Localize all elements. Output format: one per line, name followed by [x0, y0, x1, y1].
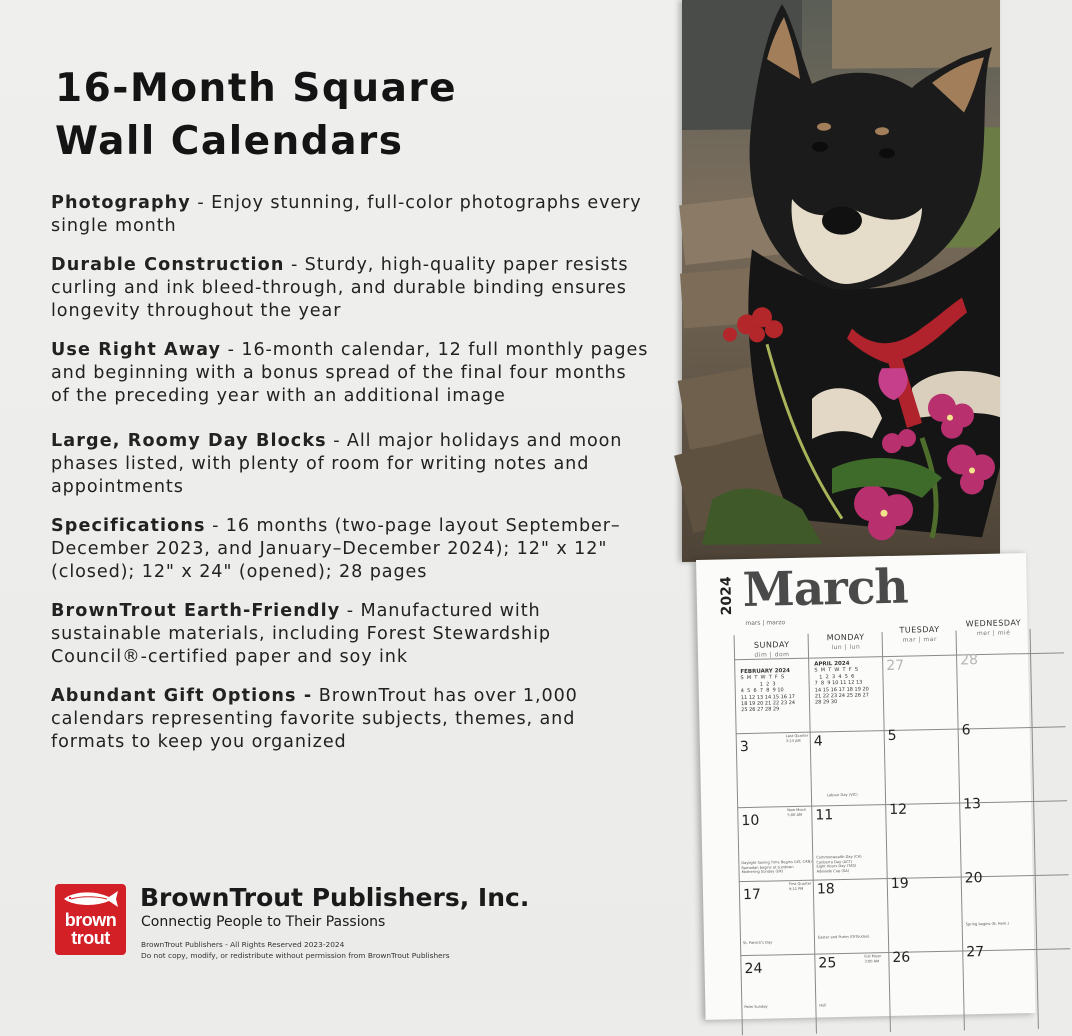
feature-title: BrownTrout Earth-Friendly	[51, 601, 341, 621]
holiday-note: Full Moon 3:00 AM	[864, 954, 882, 964]
feature-text: - Sturdy, high-quality paper resists curling and ink bleed-through, and durable binding ensures longevity throughout the year	[51, 255, 629, 321]
day-sub: lun | lun	[831, 643, 861, 652]
rights-notice	[141, 939, 450, 961]
calendar-year: 2024	[718, 576, 736, 616]
feature-title: Photography	[51, 193, 191, 213]
holiday-note: Spring begins (N. Hem.)	[965, 921, 1009, 927]
mini-calendar-title: APRIL 2024	[814, 660, 850, 668]
date-cell: 4	[813, 733, 823, 750]
holiday-note: Last Quarter 3:23 AM	[785, 733, 809, 743]
feature-gift-options	[51, 685, 651, 754]
holiday-note: St. Patrick's Day	[742, 940, 773, 946]
date-cell: 20	[964, 870, 983, 887]
date-cell: 27	[886, 657, 905, 675]
logo-text-trout: trout	[71, 928, 110, 948]
day-sub: mar | mar	[902, 635, 937, 644]
day-name: TUESDAY	[899, 624, 940, 635]
date-cell: 5	[887, 727, 897, 745]
feature-earth-friendly	[51, 600, 651, 669]
feature-text: - Enjoy stunning, full-color photographs every single month	[51, 193, 642, 236]
date-cell: 6	[961, 722, 971, 739]
holiday-note: Daylight Saving Time Begins (US, CAN) Ramadan begins at sundown Mothering Sunday (UK)	[741, 859, 812, 875]
publisher-name: BrownTrout Publishers, Inc.	[140, 883, 530, 912]
calendar-month-translations: mars | marzo	[745, 619, 786, 627]
feature-text: - 16-month calendar, 12 full monthly pages and beginning with a bonus spread of the final four months of the preceding year with an additional image	[51, 340, 649, 406]
day-name: WEDNESDAY	[965, 618, 1022, 629]
date-cell: 17	[742, 886, 762, 904]
feature-title: Durable Construction	[51, 255, 285, 275]
mini-calendar-dates: 1 2 3 4 5 6 7 8 9 10 11 12 13 14 15 16 17 18 19 20 21 22 23 24 25 26 27 28 29	[740, 681, 796, 714]
mini-calendar-dates: 1 2 3 4 5 6 7 8 9 10 11 12 13 14 15 16 17 18 19 20 21 22 23 24 25 26 27 28 29 30	[814, 673, 870, 706]
mini-calendar-title: FEBRUARY 2024	[740, 668, 791, 676]
holiday-note: First Quarter 9:11 PM	[788, 881, 812, 891]
holiday-note: Commonwealth Day (CA) Canberra Day (ACT) Eight Hours Day (TAS) Adelaide Cup (SA)	[816, 854, 862, 874]
title-line-2: Wall Calendars	[55, 119, 404, 164]
feature-title: Use Right Away	[51, 340, 222, 360]
calendar-page	[696, 553, 1036, 1020]
date-cell: 26	[892, 949, 911, 966]
date-cell: 13	[963, 796, 982, 813]
date-cell: 24	[744, 960, 763, 978]
feature-list	[51, 192, 651, 770]
rights-line-2: Do not copy, modify, or redistribute without permission from BrownTrout Publishers	[141, 951, 450, 960]
page-title	[55, 62, 655, 168]
day-name: MONDAY	[826, 632, 865, 643]
holiday-note: Easter and Purim (Orthodox)	[817, 934, 870, 940]
mini-calendar-april	[814, 660, 869, 706]
title-line-1: 16-Month Square	[55, 66, 458, 111]
trout-fish-icon	[61, 888, 120, 910]
date-cell: 19	[890, 875, 909, 892]
holiday-note: New Moon 5:00 AM	[787, 807, 807, 817]
date-cell: 11	[815, 807, 834, 824]
feature-text: - All major holidays and moon phases listed, with plenty of room for writing notes and appointments	[51, 431, 623, 497]
mini-calendar-weekdays: S M T W T F S	[740, 674, 785, 682]
day-name: SUNDAY	[753, 640, 790, 650]
day-sub: dim | dom	[754, 651, 790, 659]
browntrout-logo	[55, 884, 126, 955]
feature-use-right-away	[51, 339, 651, 408]
feature-title: Specifications	[51, 516, 206, 536]
date-cell: 18	[816, 881, 835, 898]
date-cell: 3	[739, 738, 750, 756]
date-cell: 28	[959, 652, 979, 669]
publisher-footer	[55, 884, 675, 974]
feature-text: - 16 months (two-page layout September–December 2023, and January–December 2024); 12" x 12" (closed); 12" x 24" (opened); 28 pages	[51, 516, 621, 582]
logo-text-brown: brown	[64, 910, 117, 930]
feature-day-blocks	[51, 430, 651, 499]
mini-calendar-weekdays: S M T W T F S	[814, 667, 859, 674]
date-cell: 25	[818, 955, 837, 972]
feature-specifications	[51, 515, 651, 584]
feature-title: Large, Roomy Day Blocks	[51, 431, 327, 451]
feature-durable-construction	[51, 254, 651, 323]
date-cell: 27	[966, 944, 985, 961]
feature-text: - Manufactured with sustainable materials, including Forest Stewardship Council®-certified paper and soy ink	[51, 601, 551, 667]
publisher-tagline: Connectig People to Their Passions	[141, 914, 386, 930]
feature-photography	[51, 192, 651, 238]
feature-text: BrownTrout has over 1,000 calendars representing favorite subjects, themes, and formats to keep you organized	[51, 686, 578, 752]
holiday-note: Labour Day (VIC)	[826, 792, 858, 798]
day-sub: mer | mié	[976, 629, 1011, 638]
dog-photo	[682, 0, 1000, 562]
feature-title: Abundant Gift Options -	[51, 686, 313, 706]
date-cell: 12	[889, 801, 908, 819]
rights-line-1: BrownTrout Publishers - All Rights Reserved 2023-2024	[141, 940, 345, 949]
dayhead-wednesday	[955, 618, 1032, 656]
holiday-note: Palm Sunday	[744, 1004, 768, 1010]
date-cell: 10	[741, 812, 760, 830]
calendar-month-title: March	[742, 559, 909, 619]
mini-calendar-february	[740, 668, 795, 714]
holiday-note: Holi	[819, 1003, 827, 1008]
